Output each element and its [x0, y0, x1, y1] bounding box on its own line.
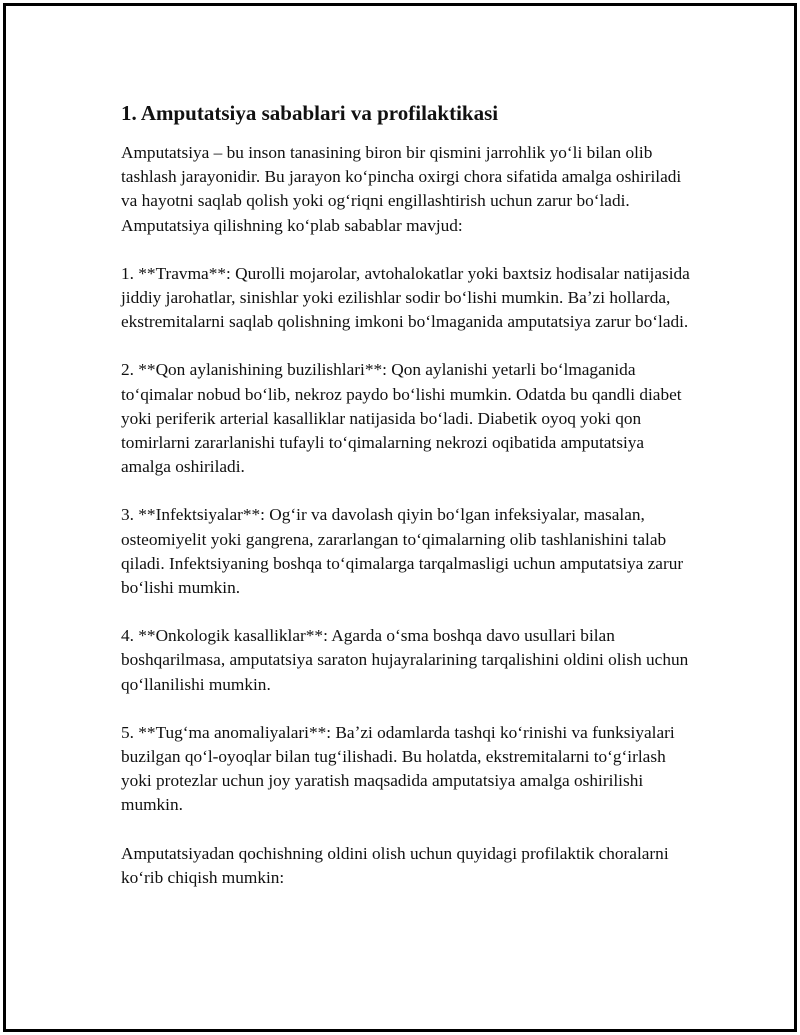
document-title: 1. Amputatsiya sabablari va profilaktikasi [121, 101, 499, 125]
list-item-infections: 3. **Infektsiyalar**: Ogʻir va davolash qiyin boʻlgan infeksiyalar, masalan, osteomiyelit yoki gangrena, zararlangan toʻqimalarning olib tashlanishini talab qiladi. Infektsiyaning boshqa toʻqimalarga tarqalmasligi uchun amputatsiya zarur boʻlishi mumkin. [121, 505, 684, 598]
list-item-trauma: 1. **Travma**: Qurolli mojarolar, avtohalokatlar yoki baxtsiz hodisalar natijasida jiddiy jarohatlar, sinishlar yoki ezilishlar sodir boʻlishi mumkin. Baʼzi hollarda, ekstremitalarni saqlab qolishning imkoni boʻlmaganida amputatsiya zarur boʻladi. [121, 263, 690, 332]
intro-paragraph: Amputatsiya – bu inson tanasining biron bir qismini jarrohlik yoʻli bilan olib tashlash jarayonidir. Bu jarayon koʻpincha oxirgi chora sifatida amalga oshiriladi va hayotni saqlab qolish yoki ogʻriqni engillashtirish uchun zarur boʻladi. Amputatsiya qilishning koʻplab sabablar mavjud: [121, 143, 682, 235]
list-item-oncology: 4. **Onkologik kasalliklar**: Agarda oʻsma boshqa davo usullari bilan boshqarilmasa, amputatsiya saraton hujayralarining tarqalishini oldini olish uchun qoʻllanilishi mumkin. [121, 626, 689, 694]
document-page [3, 3, 797, 1032]
list-item-congenital: 5. **Tugʻma anomaliyalari**: Baʼzi odamlarda tashqi koʻrinishi va funksiyalari buzilgan qoʻl-oyoqlar bilan tugʻilishadi. Bu holatda, ekstremitalarni toʻgʻirlash yoki protezlar uchun joy yaratish maqsadida amputatsiya amalga oshirilishi mumkin. [121, 722, 675, 815]
closing-paragraph: Amputatsiyadan qochishning oldini olish uchun quyidagi profilaktik choralarni koʻrib chiqish mumkin: [121, 843, 669, 887]
list-item-circulation: 2. **Qon aylanishining buzilishlari**: Qon aylanishi yetarli boʻlmaganida toʻqimalar nobud boʻlib, nekroz paydo boʻlishi mumkin. Odatda bu qandli diabet yoki periferik arterial kasalliklar natijasida boʻladi. Diabetik oyoq yoki qon tomirlarni zararlanishi tufayli toʻqimalarning nekrozi oqibatida amputatsiya amalga oshiriladi. [121, 360, 682, 477]
document-body [121, 98, 691, 914]
